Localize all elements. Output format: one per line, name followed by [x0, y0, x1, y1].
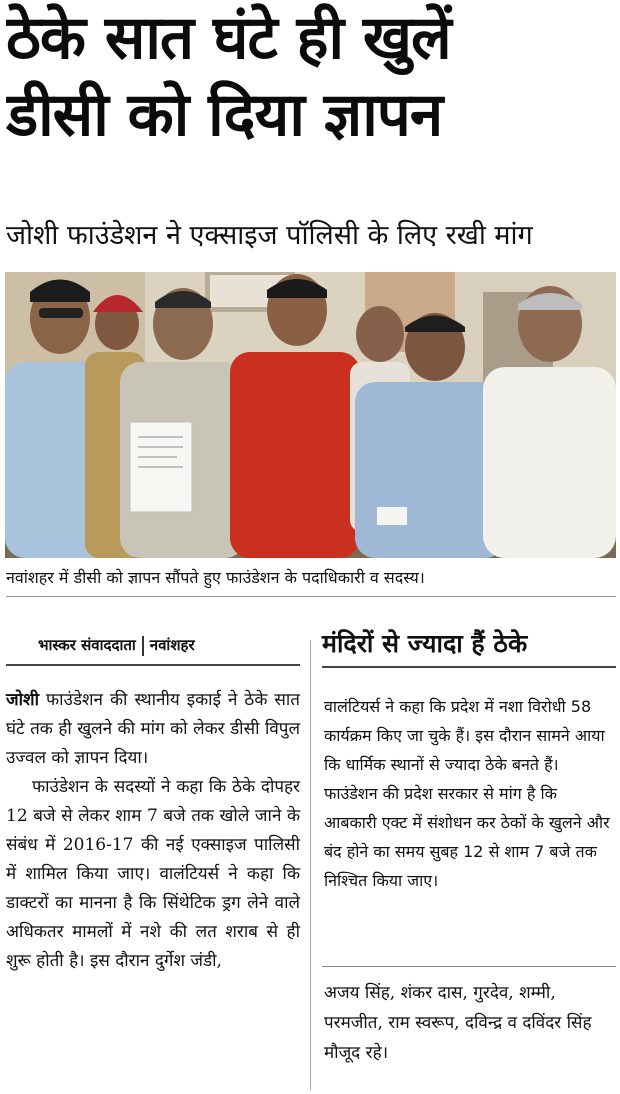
- article-paragraph-1-text: फाउंडेशन की स्थानीय इकाई ने ठेके सात घंटे तक ही खुलने की मांग को लेकर डीसी विपुल उज्वल को ज्ञापन दिया।: [6, 690, 300, 768]
- byline-rule: [6, 664, 300, 666]
- names-paragraph: अजय सिंह, शंकर दास, गुरदेव, शम्मी, परमजीत, राम स्वरूप, दविन्द्र व दविंदर सिंह मौजूद रहे।: [324, 983, 592, 1063]
- news-photo: [5, 272, 616, 558]
- column-divider: [310, 640, 311, 1090]
- byline-location: नवांशहर: [149, 636, 195, 654]
- byline-author: भास्कर संवाददाता: [38, 636, 136, 654]
- sidebar-rule: [322, 666, 616, 668]
- sidebar-heading: मंदिरों से ज्यादा हैं ठेके: [322, 629, 528, 658]
- envelope: [377, 507, 407, 525]
- article-paragraph-2: फाउंडेशन के सदस्यों ने कहा कि ठेके दोपहर 12 बजे से लेकर शाम 7 बजे तक खोले जाने के संबंध में 2016-17 की नई एक्साइज पालिसी में शामिल किया जाए। वालंटियर्स ने कहा कि डाक्टरों का मानना है कि सिंथेटिक ड्रग लेने वाले अधिकतर मामलों में नशे की लत शराब से ही शुरू होती है। इस दौरान दुर्गेश जंडी,: [6, 777, 300, 971]
- byline-separator: [142, 636, 144, 656]
- article-body: [6, 686, 300, 976]
- headline: [6, 0, 614, 154]
- subheadline: जोशी फाउंडेशन ने एक्साइज पॉलिसी के लिए रखी मांग: [6, 220, 533, 251]
- byline: [38, 634, 298, 656]
- names-list: [324, 978, 616, 1068]
- photo-caption: नवांशहर में डीसी को ज्ञापन सौंपते हुए फाउंडेशन के पदाधिकारी व सदस्य।: [6, 560, 616, 597]
- sidebar-paragraph: वालंटियर्स ने कहा कि प्रदेश में नशा विरोधी 58 कार्यक्रम किए जा चुके हैं। इस दौरान सामने आया कि धार्मिक स्थानों से ज्यादा ठेके बनते हैं। फाउंडेशन की प्रदेश सरकार से मांग है कि आबकारी एक्ट में संशोधन कर ठेकों के खुलने और बंद होने का समय सुबह 12 से शाम 7 बजे तक निश्चित किया जाए।: [324, 697, 610, 890]
- sidebar-body: [324, 692, 614, 895]
- article-lead-word: जोशी: [6, 690, 39, 710]
- photo-illustration: [5, 272, 616, 558]
- headline-line-2: डीसी को दिया ज्ञापन: [6, 80, 443, 150]
- headline-line-1: ठेके सात घंटे ही खुलें: [6, 3, 451, 73]
- names-rule: [322, 966, 616, 967]
- article-paragraph-1: [6, 686, 300, 773]
